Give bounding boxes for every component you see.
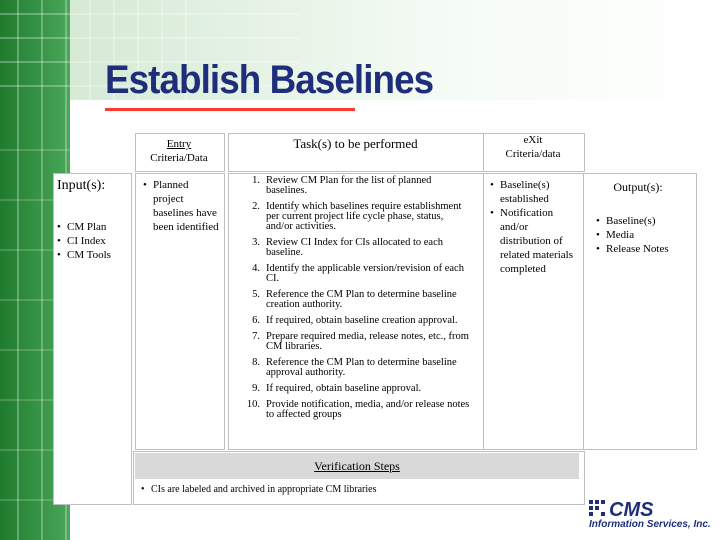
task-number: 6.	[252, 315, 260, 326]
task-number: 9.	[252, 383, 260, 394]
exit-header	[483, 133, 583, 161]
outputs-list	[596, 214, 692, 256]
input-item: • CI Index	[57, 234, 125, 248]
verification-item: • CIs are labeled and archived in appropriate CM libraries	[141, 484, 376, 495]
task-item	[240, 202, 470, 232]
task-number: 8.	[252, 357, 260, 368]
task-item	[240, 264, 470, 284]
inputs-title: Input(s):	[57, 178, 106, 193]
entry-criteria-list	[143, 178, 221, 234]
task-item	[240, 400, 470, 420]
outputs-title: Output(s):	[613, 180, 663, 194]
task-list	[240, 176, 470, 426]
logo-brand: CMS	[609, 499, 654, 521]
exit-header-sub: Criteria/data	[505, 148, 561, 160]
task-text: Review CI Index for CIs allocated to each baseline.	[266, 237, 443, 258]
logo-tagline: Information Services, Inc.	[589, 519, 711, 530]
task-item	[240, 238, 470, 258]
exit-criteria-item: • Notification and/or distribution of related materials completed	[490, 206, 576, 276]
exit-header-title: eXit	[523, 134, 543, 146]
task-text: Reference the CM Plan to determine baseline creation authority.	[266, 289, 457, 310]
task-text: If required, obtain baseline creation approval.	[266, 315, 458, 326]
task-text: If required, obtain baseline approval.	[266, 383, 422, 394]
task-item	[240, 384, 470, 394]
input-item: • CM Plan	[57, 220, 125, 234]
output-item: • Baseline(s)	[596, 214, 692, 228]
task-text: Identify which baselines require establishment per current project life cycle phase, status, and/or activities.	[266, 201, 462, 232]
input-item: • CM Tools	[57, 248, 125, 262]
task-number: 1.	[252, 175, 260, 186]
task-number: 2.	[252, 201, 260, 212]
output-item: • Release Notes	[596, 242, 692, 256]
task-item	[240, 332, 470, 352]
entry-header-title: Entry	[166, 138, 192, 150]
title-underline	[105, 108, 355, 111]
verification-title	[135, 453, 579, 479]
task-text: Provide notification, media, and/or release notes to affected groups	[266, 399, 470, 420]
task-number: 3.	[252, 237, 260, 248]
task-number: 5.	[252, 289, 260, 300]
task-number: 10.	[246, 399, 260, 410]
task-header-title: Task(s) to be performed	[293, 136, 418, 151]
entry-header	[135, 137, 223, 165]
slide-title: Establish Baselines	[105, 58, 434, 102]
task-item	[240, 316, 470, 326]
inputs-list	[57, 220, 125, 262]
task-text: Identify the applicable version/revision of each CI.	[266, 263, 464, 284]
task-item	[240, 290, 470, 310]
entry-header-sub: Criteria/Data	[150, 152, 208, 164]
task-text: Review CM Plan for the list of planned baselines.	[266, 175, 432, 196]
exit-criteria-list	[490, 178, 576, 276]
task-text: Reference the CM Plan to determine baseline approval authority.	[266, 357, 457, 378]
task-number: 7.	[252, 331, 260, 342]
output-item: • Media	[596, 228, 692, 242]
task-item	[240, 358, 470, 378]
verification-title-text: Verification Steps	[314, 459, 400, 473]
task-number: 4.	[252, 263, 260, 274]
task-text: Prepare required media, release notes, etc., from CM libraries.	[266, 331, 469, 352]
entry-criteria-item: • Planned project baselines have been identified	[143, 178, 221, 234]
exit-criteria-item: • Baseline(s) established	[490, 178, 576, 206]
task-header	[228, 137, 483, 151]
task-item	[240, 176, 470, 196]
